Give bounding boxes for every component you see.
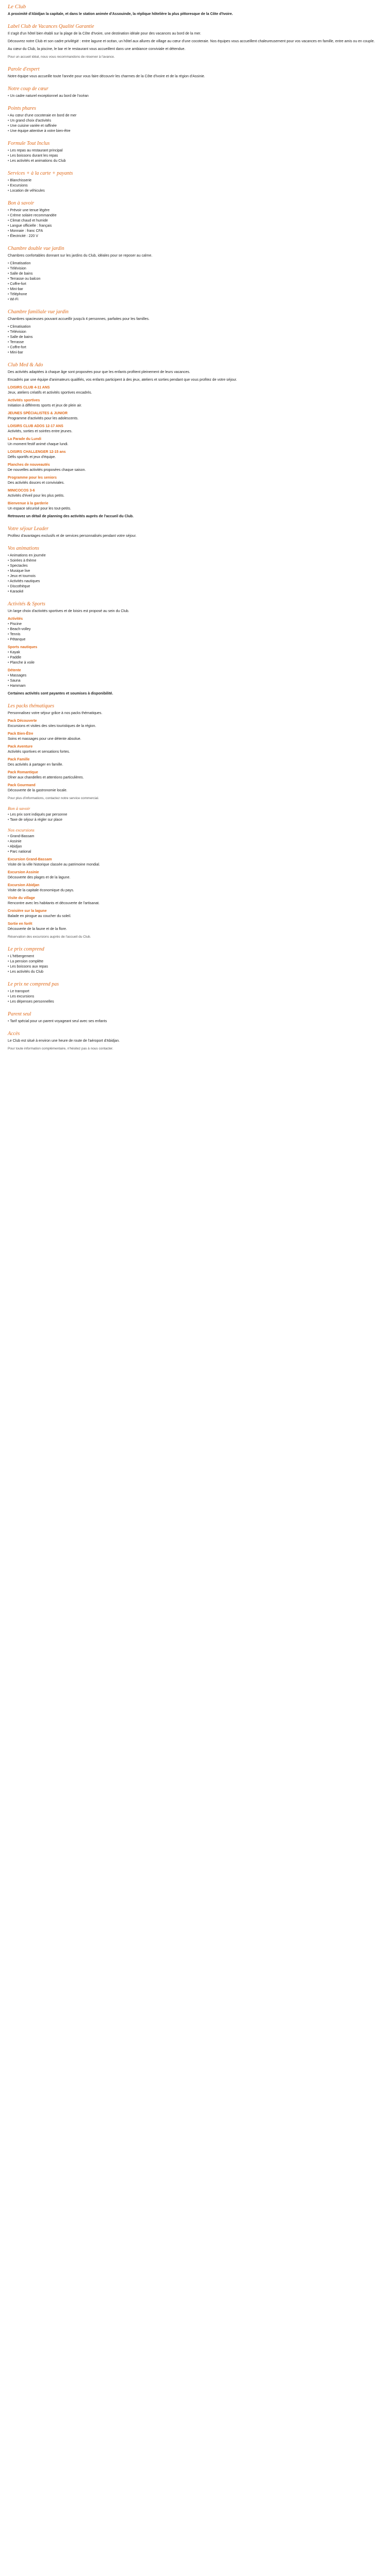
list-item: • Activités nautiques: [8, 579, 383, 584]
list-item: • Assinie: [8, 839, 383, 844]
list-item: • Télévision: [8, 266, 383, 272]
list-item: • Location de véhicules: [8, 189, 383, 194]
list-item: • Piscine: [8, 622, 383, 627]
excursions-list: [8, 834, 383, 855]
section-title: Pack Découverte: [8, 719, 37, 723]
resort-title: Label Club de Vacances Qualité Garantie: [8, 24, 94, 29]
section-title: Excursion Grand-Bassam: [8, 858, 52, 861]
parent-title: Parent seul: [8, 1011, 31, 1017]
access-info-paragraphs: [8, 1039, 383, 1044]
list-item: • Un cadre naturel exceptionnel au bord de l'océan: [8, 94, 383, 99]
paragraph: Au cœur du Club, la piscine, le bar et le restaurant vous accueillent dans une ambiance conviviale et détendue.: [8, 47, 186, 51]
excludes-title: Le prix ne comprend pas: [8, 981, 59, 987]
list-item: • Les boissons aux repas: [8, 964, 383, 970]
section-title: Bienvenue à la garderie: [8, 502, 48, 505]
section-text: Activités sportives et sensations fortes.: [8, 750, 70, 754]
prices-title: Les packs thématiques: [8, 703, 54, 709]
group-list: [8, 673, 383, 689]
access-list: [8, 94, 383, 99]
section-text: Visite de la capitale économique du pays.: [8, 889, 74, 892]
room2-title: Chambre double vue jardin: [8, 246, 64, 251]
list-item: • Karaoké: [8, 589, 383, 595]
list-item: • L'hébergement: [8, 954, 383, 959]
access-info-title: Accès: [8, 1031, 20, 1037]
list-item: • Musique live: [8, 569, 383, 574]
list-item: • Beach-volley: [8, 627, 383, 632]
list-item: • Les prix sont indiqués par personne: [8, 812, 383, 818]
section-text: Un moment festif animé chaque lundi.: [8, 443, 69, 446]
paragraph: Encadrés par une équipe d'animateurs qualifiés, vos enfants participent à des jeux, ateliers et sorties pendant que vous profitez de votre séjour.: [8, 378, 237, 382]
list-item: • Téléphone: [8, 292, 383, 297]
paragraph: Découvrez notre Club et son cadre privilégié : entre lagune et océan, un hôtel aux allures de village au cœur d'une cocoteraie. Nos équipes vous accueillent chaleureusement pour vos vacances en famille, entre amis ou en couple.: [8, 40, 375, 43]
list-item: • Coffre-fort: [8, 282, 383, 287]
section-text: De nouvelles activités proposées chaque saison.: [8, 468, 86, 472]
list-item: • Les dépenses personnelles: [8, 999, 383, 1005]
list-item: • Les activités du Club: [8, 970, 383, 975]
list-item: • Discothèque: [8, 584, 383, 589]
list-item: • Climat chaud et humide: [8, 218, 383, 224]
section-title: Pack Gourmand: [8, 784, 36, 787]
intro-text: A proximité d'Abidjan la capitale, et dans le station animée d'Assouinde, la réplique hôtelière la plus pittoresque de la Côte d'Ivoire.: [8, 12, 233, 16]
room1-title: Bon à savoir: [8, 200, 35, 206]
sports-outro: Certaines activités sont payantes et soumises à disponibilité.: [8, 692, 113, 696]
resort-note: Pour un accueil idéal, nous vous recommandons de réserver à l'avance.: [8, 55, 115, 59]
list-item: • Hammam: [8, 684, 383, 689]
section-text: Initiation à différents sports et jeux de plein air.: [8, 404, 82, 408]
list-item: • Animations en journée: [8, 553, 383, 558]
room2-list: [8, 261, 383, 302]
included-title: Points phares: [8, 106, 36, 111]
list-item: • Mini-bar: [8, 287, 383, 292]
excursions-note: Réservation des excursions auprès de l'accueil du Club.: [8, 935, 91, 939]
section-text: Découverte des plages et de la lagune.: [8, 876, 71, 879]
arrival-text: Notre équipe vous accueille toute l'année pour vous faire découvrir les charmes de la Côte d'Ivoire et de la région d'Assinie.: [8, 75, 205, 78]
resort-paragraphs: [8, 31, 383, 52]
list-item: • Électricité : 220 V: [8, 234, 383, 239]
section-title: Pack Bien-Être: [8, 732, 34, 736]
list-item: • Wi-Fi: [8, 297, 383, 302]
room3-list: [8, 325, 383, 355]
section-text: Excursions et visites des sites touristiques de la région.: [8, 724, 96, 728]
list-item: • Planche à voile: [8, 660, 383, 666]
list-item: • Monnaie : franc CFA: [8, 229, 383, 234]
list-item: • Prévoir une tenue légère: [8, 208, 383, 213]
list-item: • Les boissons durant les repas: [8, 154, 383, 159]
section-title: Programme pour les seniors: [8, 476, 57, 480]
room1-list: [8, 208, 383, 239]
list-item: • Tarif spécial pour un parent voyageant seul avec ses enfants: [8, 1019, 383, 1024]
included-list: [8, 113, 383, 134]
includes-list: [8, 954, 383, 975]
list-item: • Taxe de séjour à régler sur place: [8, 818, 383, 823]
section-text: Un espace sécurisé pour les tout-petits.: [8, 507, 71, 511]
list-item: • Climatisation: [8, 325, 383, 330]
club-title: Club Med & Ado: [8, 362, 43, 368]
excursions-sections: [8, 857, 383, 932]
list-item: • Salle de bains: [8, 335, 383, 340]
list-item: • Mini-bar: [8, 350, 383, 355]
list-item: • Soirées à thème: [8, 558, 383, 564]
services-title: Services + à la carte + payants: [8, 171, 73, 176]
section-title: Pack Aventure: [8, 745, 33, 749]
list-item: • Les excursions: [8, 994, 383, 999]
prices-intro: Personnalisez votre séjour grâce à nos packs thématiques.: [8, 711, 103, 715]
paragraph: Le Club est situé à environ une heure de route de l'aéroport d'Abidjan.: [8, 1039, 120, 1043]
formula-title: Formule Tout Inclus: [8, 141, 50, 146]
section-text: Activités, sorties et soirées entre jeunes.: [8, 430, 73, 433]
list-item: • Une cuisine variée et raffinée: [8, 124, 383, 129]
section-text: Des activités à partager en famille.: [8, 763, 63, 767]
section-title: LOISIRS CLUB 4-11 ANS: [8, 386, 50, 389]
section-text: Dîner aux chandelles et attentions particulières.: [8, 776, 84, 779]
list-item: • Télévision: [8, 330, 383, 335]
list-item: • Excursions: [8, 183, 383, 189]
packs-list: [8, 719, 383, 793]
list-item: • Terrasse ou balcon: [8, 277, 383, 282]
group-list: [8, 650, 383, 666]
list-item: • Terrasse: [8, 340, 383, 345]
list-item: • Coffre-fort: [8, 345, 383, 350]
section-text: Activités d'éveil pour les plus petits.: [8, 494, 64, 498]
paragraph: Il s'agit d'un hôtel bien établi sur la plage de la Côte d'Ivoire, une destination idéale pour des vacances au bord de la mer.: [8, 32, 201, 36]
section-text: Découverte de la gastronomie locale.: [8, 789, 68, 792]
section-title: Visite du village: [8, 896, 35, 900]
list-item: • Salle de bains: [8, 272, 383, 277]
section-text: Visite de la ville historique classée au patrimoine mondial.: [8, 863, 100, 867]
list-item: • Les repas au restaurant principal: [8, 148, 383, 154]
footer-text: Pour toute information complémentaire, n'hésitez pas à nous contacter.: [8, 1047, 113, 1050]
list-item: • Les activités et animations du Club: [8, 159, 383, 164]
list-item: • Langue officielle : français: [8, 224, 383, 229]
list-item: • Pétanque: [8, 637, 383, 642]
list-item: • Au cœur d'une cocoteraie en bord de mer: [8, 113, 383, 118]
list-item: • Massages: [8, 673, 383, 679]
section-title: MINICOCOS 3-6: [8, 489, 35, 493]
section-text: Défis sportifs et jeux d'équipe.: [8, 455, 56, 459]
room3-title: Chambre familiale vue jardin: [8, 309, 69, 315]
list-item: • Abidjan: [8, 844, 383, 850]
options-list: [8, 553, 383, 595]
sports-groups: [8, 617, 383, 689]
list-item: • Blanchisserie: [8, 178, 383, 183]
access-title: Notre coup de cœur: [8, 86, 48, 92]
excursions-title: Nos excursions: [8, 827, 35, 833]
page-title: Le Club: [8, 4, 26, 10]
section-title: Excursion Assinie: [8, 871, 39, 874]
list-item: • Climatisation: [8, 261, 383, 266]
section-title: Planches de nouveautés: [8, 463, 50, 467]
club-paragraphs: [8, 370, 383, 383]
section-title: Pack Romantique: [8, 771, 38, 774]
section-title: La Parade du Lundi: [8, 437, 41, 441]
formula-list: [8, 148, 383, 164]
section-title: JEUNES SPÉCIALISTES & JUNIOR: [8, 412, 68, 415]
prices-note: Pour plus d'informations, contactez notre service commercial.: [8, 796, 99, 800]
extra-list: [8, 812, 383, 823]
document-page: [0, 0, 391, 1060]
services-list: [8, 178, 383, 194]
section-text: Soins et massages pour une détente absolue.: [8, 737, 82, 741]
sports-text: Un large choix d'activités sportives et de loisirs est proposé au sein du Club.: [8, 609, 129, 613]
arrival-title: Parole d'expert: [8, 66, 40, 72]
paragraph: Des activités adaptées à chaque âge sont proposées pour que les enfants profitent pleinement de leurs vacances.: [8, 370, 190, 374]
list-item: • Un grand choix d'activités: [8, 118, 383, 124]
includes-title: Le prix comprend: [8, 946, 44, 952]
section-text: Découverte de la faune et de la flore.: [8, 927, 67, 931]
group-label: Sports nautiques: [8, 646, 38, 649]
section-text: Jeux, ateliers créatifs et activités sportives encadrés.: [8, 391, 92, 395]
section-title: LOISIRS CHALLENGER 12-15 ans: [8, 450, 66, 454]
excludes-list: [8, 989, 383, 1005]
list-item: • Spectacles: [8, 564, 383, 569]
section-title: Pack Famille: [8, 758, 30, 761]
group-label: Détente: [8, 669, 21, 672]
section-text: Programme d'activités pour les adolescents.: [8, 417, 79, 420]
parent-list: [8, 1019, 383, 1024]
options-text: Profitez d'avantages exclusifs et de services personnalisés pendant votre séjour.: [8, 534, 137, 538]
section-title: Sortie en forêt: [8, 922, 32, 926]
section-title: LOISIRS CLUB ADOS 12-17 ANS: [8, 425, 63, 428]
room2-text: Chambres confortables donnant sur les jardins du Club, idéales pour se reposer au calme.: [8, 254, 153, 258]
group-label: Activités: [8, 617, 23, 621]
section-title: Activités sportives: [8, 399, 40, 402]
list-item: • Crème solaire recommandée: [8, 213, 383, 218]
options-title: Votre séjour Leader: [8, 526, 49, 532]
list-item: • Paddle: [8, 655, 383, 660]
list-item: • Le transport: [8, 989, 383, 994]
list-item: • Kayak: [8, 650, 383, 655]
section-text: Balade en pirogue au coucher du soleil.: [8, 914, 71, 918]
list-item: • Une équipe attentive à votre bien-être: [8, 129, 383, 134]
extra-title: Bon à savoir: [8, 806, 30, 811]
section-text: Rencontre avec les habitants et découverte de l'artisanat.: [8, 902, 100, 905]
list-item: • Tennis: [8, 632, 383, 637]
list-item: • Sauna: [8, 679, 383, 684]
section-text: Des activités douces et conviviales.: [8, 481, 65, 485]
section-title: Croisière sur la lagune: [8, 909, 47, 913]
list-item: • Jeux et tournois: [8, 574, 383, 579]
list-item: • La pension complète: [8, 959, 383, 964]
club-outro: Retrouvez un détail de planning des activités auprès de l'accueil du Club.: [8, 515, 134, 518]
section-title: Excursion Abidjan: [8, 884, 40, 887]
room3-text: Chambres spacieuses pouvant accueillir jusqu'à 4 personnes, parfaites pour les familles.: [8, 317, 150, 321]
options-title-2: Vos animations: [8, 546, 39, 551]
sports-title: Activités & Sports: [8, 601, 45, 607]
list-item: • Parc national: [8, 850, 383, 855]
club-sections: [8, 385, 383, 512]
list-item: • Grand-Bassam: [8, 834, 383, 839]
group-list: [8, 622, 383, 642]
